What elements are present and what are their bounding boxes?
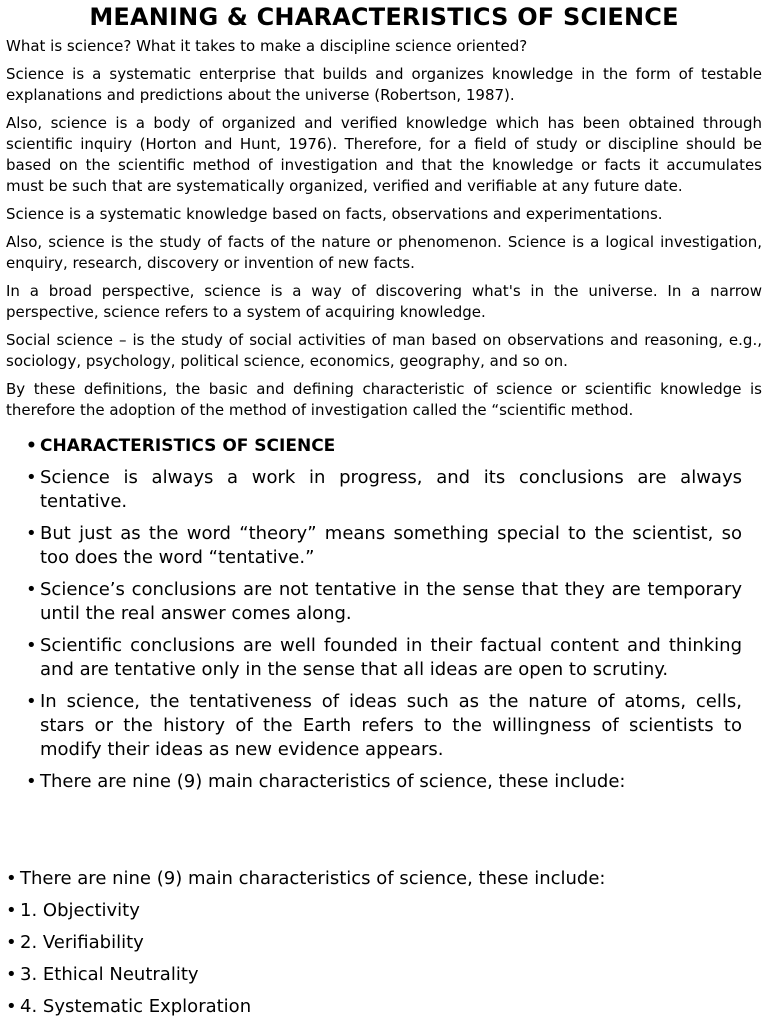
list-item: • Science is always a work in progress, and its conclusions are always tentative. xyxy=(26,466,742,514)
list-item: • 2. Verifiability xyxy=(6,931,746,955)
intro-paragraph: In a broad perspective, science is a way of discovering what's in the universe. In a narrow perspective, science refers to a system of acquiring knowledge. xyxy=(6,282,762,321)
list-item: • There are nine (9) main characteristics of science, these include: xyxy=(26,770,742,794)
list-item: • There are nine (9) main characteristics of science, these include: xyxy=(6,867,746,891)
intro-paragraph: What is science? What it takes to make a discipline science oriented? xyxy=(6,37,528,55)
intro-paragraph: Also, science is the study of facts of the nature or phenomenon. Science is a logical investigation, enquiry, research, discovery or invention of new facts. xyxy=(6,233,762,272)
intro-paragraph: Science is a systematic enterprise that builds and organizes knowledge in the form of testable explanations and predictions about the universe (Robertson, 1987). xyxy=(6,65,762,104)
intro-paragraph: Science is a systematic knowledge based on facts, observations and experimentations. xyxy=(6,205,663,223)
list-item: • 1. Objectivity xyxy=(6,899,746,923)
intro-paragraph: Also, science is a body of organized and verified knowledge which has been obtained through scientific inquiry (Horton and Hunt, 1976). Therefore, for a field of study or discipline should be based on the scientific method of investigation and that the knowledge or facts it accumulates must be such that are systematically organized, verified and verifiable at any future date. xyxy=(6,114,762,195)
characteristics-list xyxy=(26,434,742,802)
list-item: • 3. Ethical Neutrality xyxy=(6,963,746,987)
list-item: • But just as the word “theory” means something special to the scientist, so too does the word “tentative.” xyxy=(26,522,742,570)
list-item: • Science’s conclusions are not tentative in the sense that they are temporary until the real answer comes along. xyxy=(26,578,742,626)
intro-paragraph: Social science – is the study of social activities of man based on observations and reasoning, e.g., sociology, psychology, political science, economics, geography, and so on. xyxy=(6,331,762,370)
nine-characteristics-list xyxy=(6,867,746,1027)
list-item: • In science, the tentativeness of ideas such as the nature of atoms, cells, stars or the history of the Earth refers to the willingness of scientists to modify their ideas as new evidence appears. xyxy=(26,690,742,762)
list-item: • Scientific conclusions are well founded in their factual content and thinking and are tentative only in the sense that all ideas are open to scrutiny. xyxy=(26,634,742,682)
page-title: MEANING & CHARACTERISTICS OF SCIENCE xyxy=(89,3,679,31)
list-item: • 4. Systematic Exploration xyxy=(6,995,746,1019)
intro-section xyxy=(6,36,762,428)
intro-paragraph: By these definitions, the basic and defining characteristic of science or scientific knowledge is therefore the adoption of the method of investigation called the “scientific method. xyxy=(6,380,762,419)
characteristics-heading: • CHARACTERISTICS OF SCIENCE xyxy=(26,434,742,458)
